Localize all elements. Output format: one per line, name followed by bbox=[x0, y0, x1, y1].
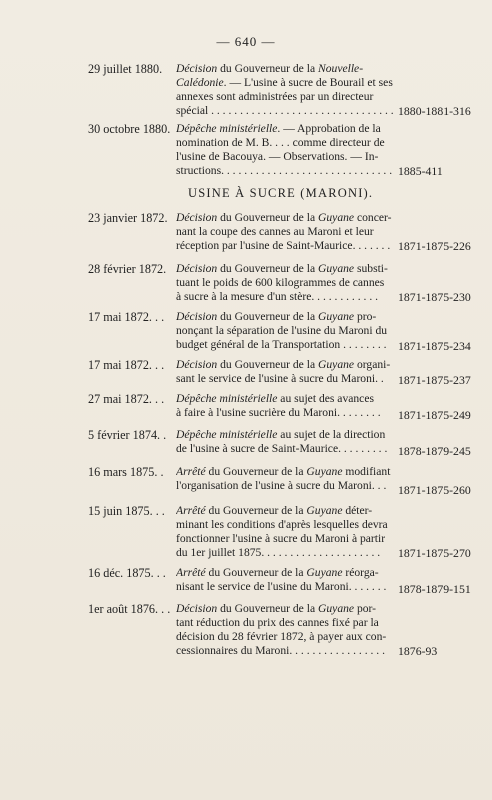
entry-description: Décision du Gouverneur de la Guyane pro- nonçant la séparation de l'usine du Maroni du budget général de la Transportation . . . . . . . . bbox=[176, 310, 388, 351]
entry-description: Décision du Gouverneur de la Guyane organi- sant le service de l'usine à sucre du Maroni. . bbox=[176, 358, 391, 385]
act-type: Dépêche ministérielle bbox=[176, 122, 278, 135]
section-heading: USINE À SUCRE (MARONI). bbox=[188, 186, 374, 200]
entry-date: 28 février 1872. bbox=[88, 262, 167, 276]
entry-description: Décision du Gouverneur de la Guyane substi- tuant le poids de 600 kilogrammes de cannes à sucre à la mesure d'un stère. . . . . . . . . . . . bbox=[176, 262, 388, 303]
entry-date: 29 juillet 1880. bbox=[88, 62, 163, 76]
act-type: Décision bbox=[176, 602, 218, 615]
entry-date: 17 mai 1872. . . bbox=[88, 358, 165, 372]
entry-description: Décision du Gouverneur de la Nouvelle- Calédonie. — L'usine à sucre de Bourail et ses annexes sont administrées par un directeur spécial . . . . . . . . . . . . . . . . . . . . . . . . . . . . . . . . bbox=[176, 62, 394, 117]
act-type: Décision bbox=[176, 211, 218, 224]
act-type: Arrêté bbox=[176, 566, 206, 579]
entry-date: 27 mai 1872. . . bbox=[88, 392, 165, 406]
entry-description: Dépêche ministérielle au sujet des avances à faire à l'usine sucrière du Maroni. . . . . . . . bbox=[176, 392, 381, 419]
act-type: Décision bbox=[176, 310, 218, 323]
entry-reference: 1878-1879-151 bbox=[398, 582, 471, 596]
entry-reference: 1878-1879-245 bbox=[398, 444, 471, 458]
entry-reference: 1871-1875-230 bbox=[398, 290, 471, 304]
entry-date: 30 octobre 1880. bbox=[88, 122, 171, 136]
entry-reference: 1871-1875-260 bbox=[398, 483, 471, 497]
entry-description: Décision du Gouverneur de la Guyane por- tant réduction du prix des cannes fixé par la décision du 28 février 1872, à payer aux con- cessionnaires du Maroni. . . . . . . . . . . . . . . . . bbox=[176, 602, 387, 657]
act-type: Décision bbox=[176, 262, 218, 275]
act-type: Décision bbox=[176, 358, 218, 371]
entry-description: Décision du Gouverneur de la Guyane concer- nant la coupe des cannes au Maroni et leur réception par l'usine de Saint-Maurice. . . . . . . bbox=[176, 211, 392, 252]
entry-reference: 1871-1875-234 bbox=[398, 339, 471, 353]
entry-date: 17 mai 1872. . . bbox=[88, 310, 165, 324]
entry-description: Arrêté du Gouverneur de la Guyane réorga- nisant le service de l'usine du Maroni. . . . . . . bbox=[176, 566, 387, 593]
entry-reference: 1880-1881-316 bbox=[398, 104, 471, 118]
act-type: Arrêté bbox=[176, 504, 206, 517]
entry-description: Dépêche ministérielle au sujet de la direction de l'usine à sucre de Saint-Maurice. . . . . . . . . bbox=[176, 428, 388, 455]
entry-description: Arrêté du Gouverneur de la Guyane déter- minant les conditions d'après lesquelles devra fonctionner l'usine à sucre du Maroni à partir du 1er juillet 1875. . . . . . . . . . . . . . . . . . . . . bbox=[176, 504, 388, 559]
entry-description: Dépêche ministérielle. — Approbation de la nomination de M. B. . . . comme directeur de l'usine de Bacouya. — Observations. — In- structions. . . . . . . . . . . . . . . . . . . . . . . . . . . . . . bbox=[176, 122, 393, 177]
act-type: Dépêche ministérielle bbox=[176, 428, 278, 441]
entry-date: 16 mars 1875. . bbox=[88, 465, 164, 479]
act-type: Décision bbox=[176, 62, 218, 75]
act-type: Dépêche ministérielle bbox=[176, 392, 278, 405]
entry-reference: 1871-1875-270 bbox=[398, 546, 471, 560]
entry-date: 23 janvier 1872. bbox=[88, 211, 168, 225]
entry-reference: 1885-411 bbox=[398, 164, 443, 178]
entry-date: 5 février 1874. . bbox=[88, 428, 167, 442]
entry-reference: 1871-1875-237 bbox=[398, 373, 471, 387]
entry-date: 1er août 1876. . . bbox=[88, 602, 171, 616]
entry-date: 15 juin 1875. . . bbox=[88, 504, 165, 518]
entry-reference: 1871-1875-226 bbox=[398, 239, 471, 253]
page-number: — 640 — bbox=[216, 34, 276, 49]
entry-reference: 1871-1875-249 bbox=[398, 408, 471, 422]
entry-date: 16 déc. 1875. . . bbox=[88, 566, 166, 580]
act-type: Arrêté bbox=[176, 465, 206, 478]
entry-description: Arrêté du Gouverneur de la Guyane modifiant l'organisation de l'usine à sucre du Maroni. . . bbox=[176, 465, 391, 492]
entry-reference: 1876-93 bbox=[398, 644, 438, 658]
